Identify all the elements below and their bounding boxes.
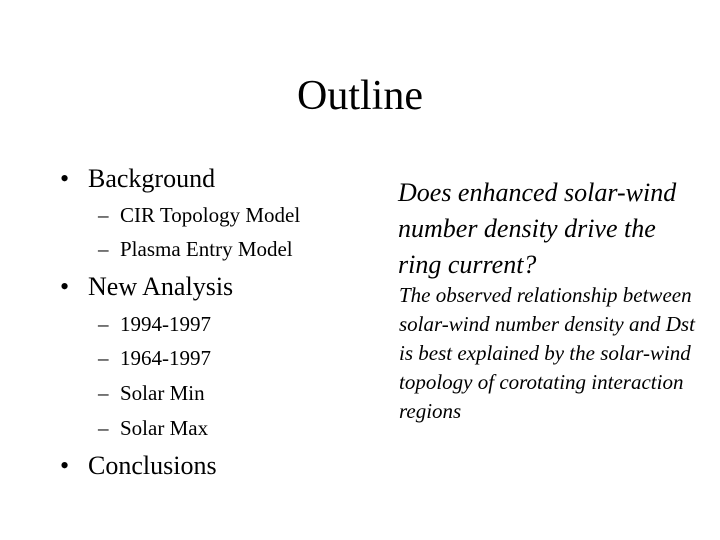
slide-title: Outline [297,73,423,119]
sub-item-label: 1964-1997 [120,346,211,370]
outline-item-label: Background [88,164,216,193]
sub-item-cir-topology-model [98,202,300,228]
sub-item-label: CIR Topology Model [120,203,301,227]
sub-item-label: Solar Min [120,381,205,405]
sub-item-label: 1994-1997 [120,312,211,336]
sub-item-label: Solar Max [120,416,209,440]
bullet-icon: • [60,272,70,301]
research-explanation: The observed relationship between solar-wind number density and Dst is best explained by the solar-wind topology of corotating interaction regions [399,283,695,423]
outline-item-background [60,163,215,195]
sub-item-1964-1997 [98,345,211,371]
sub-item-solar-min [98,380,205,406]
dash-icon: – [98,346,109,370]
sub-item-plasma-entry-model [98,236,293,262]
dash-icon: – [98,203,109,227]
sub-item-label: Plasma Entry Model [120,237,293,261]
bullet-icon: • [60,164,70,193]
outline-item-conclusions [60,450,217,482]
outline-item-label: New Analysis [88,272,234,301]
bullet-icon: • [60,451,70,480]
sub-item-1994-1997 [98,311,211,337]
dash-icon: – [98,381,109,405]
outline-item-new-analysis [60,271,233,303]
sub-item-solar-max [98,415,208,441]
dash-icon: – [98,237,109,261]
research-question: Does enhanced solar-wind number density drive the ring current? [398,178,677,279]
dash-icon: – [98,416,109,440]
outline-item-label: Conclusions [88,451,217,480]
dash-icon: – [98,312,109,336]
